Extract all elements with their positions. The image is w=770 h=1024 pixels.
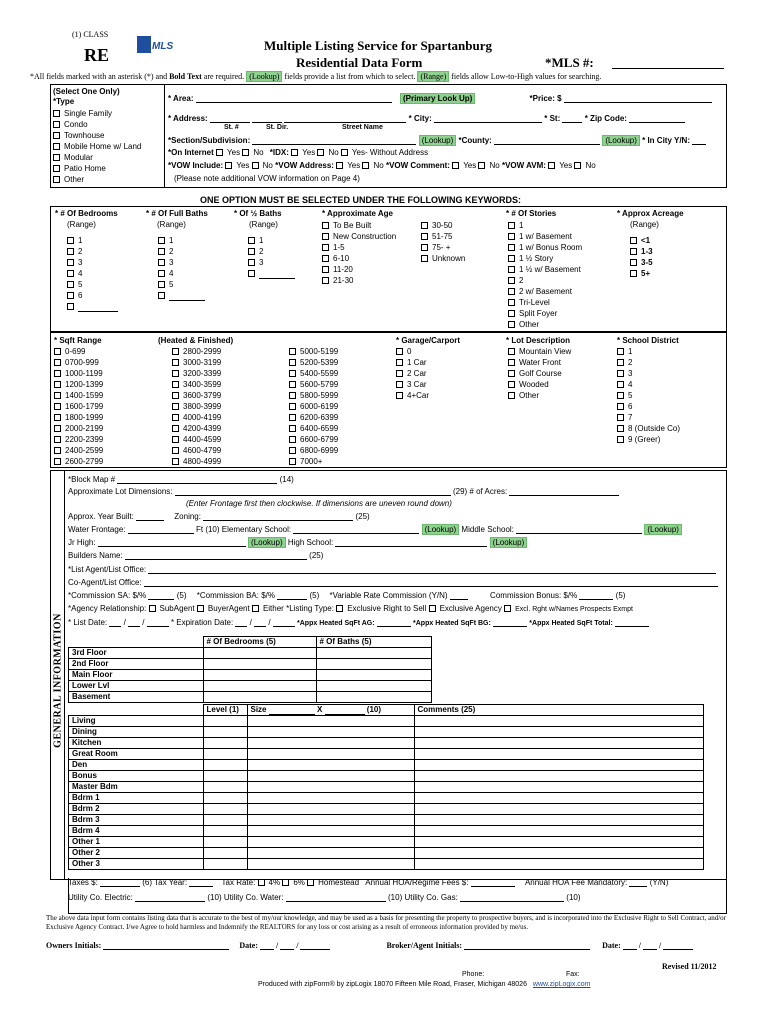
story-options: [508, 220, 582, 330]
checkbox[interactable]: [54, 414, 61, 421]
room-row: Other 1: [69, 837, 704, 848]
halfbath-options: [248, 235, 295, 279]
checkbox[interactable]: [172, 447, 179, 454]
garage-option[interactable]: 4+Car: [396, 390, 429, 401]
checkbox[interactable]: [617, 359, 624, 366]
area-row: * Area: (Primary Look Up) *Price: $: [168, 94, 712, 103]
checkbox[interactable]: [54, 436, 61, 443]
subdivision-row: *Section/Subdivision: (Lookup) *County: (Lookup) * In City Y/N:: [168, 136, 706, 145]
age-option[interactable]: 21-30: [322, 275, 396, 286]
checkbox[interactable]: [53, 143, 60, 150]
street-name-field[interactable]: [284, 114, 406, 123]
sqft-option[interactable]: 3000-3199: [172, 357, 221, 368]
checkbox[interactable]: [396, 370, 403, 377]
sqft-option[interactable]: 2000-2199: [54, 423, 103, 434]
checkbox[interactable]: [396, 381, 403, 388]
checkbox[interactable]: [248, 248, 255, 255]
checkbox[interactable]: [158, 281, 165, 288]
sqft-col-3: [289, 346, 338, 467]
age-options-2: [421, 220, 465, 264]
age-option[interactable]: 30-50: [421, 220, 465, 231]
checkbox[interactable]: [172, 348, 179, 355]
checkbox[interactable]: [54, 458, 61, 465]
zip-field[interactable]: [629, 114, 685, 123]
checkbox[interactable]: [289, 458, 296, 465]
school-option[interactable]: 6: [617, 401, 680, 412]
checkbox[interactable]: [289, 392, 296, 399]
checkbox[interactable]: [508, 277, 515, 284]
school-option[interactable]: 4: [617, 379, 680, 390]
story-option[interactable]: 2 w/ Basement: [508, 286, 582, 297]
block-map-field[interactable]: [117, 475, 277, 484]
school-option[interactable]: 2: [617, 357, 680, 368]
checkbox[interactable]: [617, 414, 624, 421]
type-option[interactable]: Mobile Home w/ Land: [53, 141, 141, 152]
type-options: [53, 108, 141, 185]
general-information-side-label: GENERAL INFORMATION: [52, 613, 64, 748]
checkbox[interactable]: [67, 259, 74, 266]
instructions: *All fields marked with an asterisk (*) and Bold Text are required. (Lookup) fields provide a list from which to select. (Range) fields allow Low-to-High values for searching.: [30, 72, 602, 81]
checkbox[interactable]: [289, 359, 296, 366]
sqft-option[interactable]: 6200-6399: [289, 412, 338, 423]
garage-option[interactable]: 3 Car: [396, 379, 429, 390]
checkbox[interactable]: [67, 248, 74, 255]
halfbath-option[interactable]: 2: [248, 246, 295, 257]
checkbox[interactable]: [630, 270, 637, 277]
levels-table: # Of Bedrooms (5) # Of Baths (5) 3rd Floor 2nd Floor Main Floor Lower Lvl Basement: [68, 636, 432, 703]
mls-logo: MLS: [152, 41, 174, 52]
age-option[interactable]: Unknown: [421, 253, 465, 264]
area-field[interactable]: [196, 94, 392, 103]
other-option[interactable]: [158, 290, 205, 301]
type-option[interactable]: Condo: [53, 119, 141, 130]
sqft-option[interactable]: 4000-4199: [172, 412, 221, 423]
internet-row: *On Internet Yes No *IDX: Yes No Yes- Without Address: [168, 148, 429, 157]
checkbox[interactable]: [617, 370, 624, 377]
sqft-col-2: [172, 346, 221, 467]
room-row: Kitchen: [69, 738, 704, 749]
checkbox[interactable]: [289, 425, 296, 432]
sqft-option[interactable]: 7000+: [289, 456, 338, 467]
age-option[interactable]: 1-5: [322, 242, 396, 253]
acreage-option[interactable]: <1: [630, 235, 653, 246]
checkbox[interactable]: [158, 259, 165, 266]
checkbox[interactable]: [508, 244, 515, 251]
checkbox[interactable]: [172, 414, 179, 421]
sqft-option[interactable]: 1200-1399: [54, 379, 103, 390]
checkbox[interactable]: [508, 299, 515, 306]
room-row: Other 2: [69, 848, 704, 859]
checkbox[interactable]: [54, 392, 61, 399]
price-field[interactable]: [564, 94, 712, 103]
checkbox[interactable]: [508, 266, 515, 273]
vow-note: (Please note additional VOW information on Page 4): [174, 174, 360, 183]
story-option[interactable]: 1 w/ Bonus Room: [508, 242, 582, 253]
checkbox[interactable]: [67, 281, 74, 288]
checkbox[interactable]: [508, 255, 515, 262]
checkbox[interactable]: [630, 259, 637, 266]
sqft-option[interactable]: 2800-2999: [172, 346, 221, 357]
checkbox[interactable]: [248, 237, 255, 244]
checkbox[interactable]: [158, 248, 165, 255]
checkbox[interactable]: [54, 359, 61, 366]
checkbox[interactable]: [54, 381, 61, 388]
checkbox[interactable]: [322, 233, 329, 240]
level-row: 2nd Floor: [69, 659, 432, 670]
sqft-option[interactable]: 1000-1199: [54, 368, 103, 379]
age-option[interactable]: 75- +: [421, 242, 465, 253]
checkbox[interactable]: [508, 222, 515, 229]
lot-option[interactable]: Other: [508, 390, 571, 401]
school-option[interactable]: 5: [617, 390, 680, 401]
bedroom-option[interactable]: 5: [67, 279, 118, 290]
acreage-options: [630, 235, 653, 279]
revised-date: Revised 11/2012: [662, 962, 717, 971]
checkbox[interactable]: [617, 403, 624, 410]
checkbox[interactable]: [53, 132, 60, 139]
acreage-option[interactable]: 5+: [630, 268, 653, 279]
bedroom-option[interactable]: 6: [67, 290, 118, 301]
room-row: Bonus: [69, 771, 704, 782]
level-row: 3rd Floor: [69, 648, 432, 659]
checkbox[interactable]: [172, 392, 179, 399]
sqft-option[interactable]: 5800-5999: [289, 390, 338, 401]
room-row: Den: [69, 760, 704, 771]
story-option[interactable]: 1 w/ Basement: [508, 231, 582, 242]
checkbox[interactable]: [67, 270, 74, 277]
checkbox[interactable]: [67, 237, 74, 244]
fullbath-option[interactable]: 5: [158, 279, 205, 290]
room-row: Living: [69, 716, 704, 727]
checkbox[interactable]: [172, 458, 179, 465]
sqft-col-1: [54, 346, 103, 467]
taxes-row: Taxes $: (6) Tax Year: Tax Rate: 4% 6% Homestead Annual HOA/Regime Fees $: Annual HOA Fee Mandatory: (Y/N): [68, 878, 669, 887]
checkbox[interactable]: [508, 370, 515, 377]
garage-option[interactable]: 2 Car: [396, 368, 429, 379]
other-option[interactable]: [248, 268, 295, 279]
form-title: Multiple Listing Service for Spartanburg: [264, 38, 492, 53]
school-option[interactable]: 7: [617, 412, 680, 423]
age-option[interactable]: 6-10: [322, 253, 396, 264]
checkbox[interactable]: [396, 359, 403, 366]
city-field[interactable]: [434, 114, 542, 123]
checkbox[interactable]: [53, 154, 60, 161]
sqft-option[interactable]: 5200-5399: [289, 357, 338, 368]
checkbox[interactable]: [617, 348, 624, 355]
sqft-option[interactable]: 2600-2799: [54, 456, 103, 467]
level-row: Main Floor: [69, 670, 432, 681]
garage-option[interactable]: 0: [396, 346, 429, 357]
checkbox[interactable]: [421, 233, 428, 240]
sqft-option[interactable]: 5400-5599: [289, 368, 338, 379]
type-option[interactable]: Townhouse: [53, 130, 141, 141]
checkbox[interactable]: [67, 292, 74, 299]
lot-option[interactable]: Water Front: [508, 357, 571, 368]
age-option[interactable]: New Construction: [322, 231, 396, 242]
class-label: (1) CLASS: [72, 30, 109, 39]
halfbath-option[interactable]: 3: [248, 257, 295, 268]
story-option[interactable]: Other: [508, 319, 582, 330]
checkbox[interactable]: [508, 348, 515, 355]
sqft-option[interactable]: 3800-3999: [172, 401, 221, 412]
bedroom-option[interactable]: 1: [67, 235, 118, 246]
checkbox[interactable]: [322, 277, 329, 284]
checkbox[interactable]: [508, 321, 515, 328]
story-option[interactable]: 1 ½ Story: [508, 253, 582, 264]
checkbox[interactable]: [508, 310, 515, 317]
level-row: Lower Lvl: [69, 681, 432, 692]
checkbox[interactable]: [172, 381, 179, 388]
checkbox[interactable]: [508, 233, 515, 240]
checkbox[interactable]: [172, 403, 179, 410]
sqft-option[interactable]: 1600-1799: [54, 401, 103, 412]
room-row: Bdrm 4: [69, 826, 704, 837]
sqft-option[interactable]: 6000-6199: [289, 401, 338, 412]
type-option[interactable]: Patio Home: [53, 163, 141, 174]
age-option[interactable]: 51-75: [421, 231, 465, 242]
other-option[interactable]: [67, 301, 118, 312]
bedroom-options: [67, 235, 118, 312]
form-subtitle: Residential Data Form: [296, 55, 423, 70]
checkbox[interactable]: [289, 403, 296, 410]
type-option[interactable]: Modular: [53, 152, 141, 163]
fullbath-option[interactable]: 1: [158, 235, 205, 246]
garage-options: [396, 346, 429, 401]
sqft-option[interactable]: 3600-3799: [172, 390, 221, 401]
sqft-option[interactable]: 6600-6799: [289, 434, 338, 445]
address-row: * Address: * City: * St: * Zip Code:: [168, 114, 685, 123]
sqft-option[interactable]: 6800-6999: [289, 445, 338, 456]
level-row: Basement: [69, 692, 432, 703]
type-option[interactable]: Single Family: [53, 108, 141, 119]
sqft-option[interactable]: 0-699: [54, 346, 103, 357]
checkbox[interactable]: [322, 255, 329, 262]
fullbath-option[interactable]: 4: [158, 268, 205, 279]
checkbox[interactable]: [53, 121, 60, 128]
class-code: RE: [84, 45, 110, 65]
checkbox[interactable]: [508, 359, 515, 366]
story-option[interactable]: Split Foyer: [508, 308, 582, 319]
checkbox[interactable]: [289, 436, 296, 443]
checkbox[interactable]: [322, 222, 329, 229]
checkbox[interactable]: [421, 222, 428, 229]
age-option[interactable]: To Be Built: [322, 220, 396, 231]
acreage-option[interactable]: 3-5: [630, 257, 653, 268]
rooms-table: Level (1) Size X (10) Comments (25) Living Dining Kitchen Great Room Den Bonus Master Bdm Bdrm 1 Bdrm 2 Bdrm 3 Bdrm 4 Other 1 Other 2 Other 3: [68, 704, 704, 870]
lot-options: [508, 346, 571, 401]
checkbox[interactable]: [289, 414, 296, 421]
checkbox[interactable]: [53, 165, 60, 172]
halfbath-option[interactable]: 1: [248, 235, 295, 246]
sqft-option[interactable]: 1800-1999: [54, 412, 103, 423]
checkbox[interactable]: [53, 176, 60, 183]
type-option[interactable]: Other: [53, 174, 141, 185]
realtor-logo-icon: [137, 36, 151, 53]
checkbox[interactable]: [421, 244, 428, 251]
mls-number-label: *MLS #:: [545, 55, 594, 70]
sqft-option[interactable]: 6400-6599: [289, 423, 338, 434]
room-row: Bdrm 1: [69, 793, 704, 804]
checkbox[interactable]: [289, 381, 296, 388]
sqft-option[interactable]: 5600-5799: [289, 379, 338, 390]
age-options: [322, 220, 396, 286]
checkbox[interactable]: [54, 370, 61, 377]
bedroom-option[interactable]: 2: [67, 246, 118, 257]
checkbox[interactable]: [396, 348, 403, 355]
sqft-option[interactable]: 4600-4799: [172, 445, 221, 456]
school-option[interactable]: 1: [617, 346, 680, 357]
checkbox[interactable]: [508, 381, 515, 388]
story-option[interactable]: Tri-Level: [508, 297, 582, 308]
checkbox[interactable]: [289, 447, 296, 454]
checkbox[interactable]: [172, 425, 179, 432]
mls-number-field[interactable]: [612, 68, 724, 69]
utilities-row: Utility Co. Electric: (10) Utility Co. Water: (10) Utility Co. Gas: (10): [68, 893, 581, 902]
checkbox[interactable]: [54, 348, 61, 355]
ziplogix-link[interactable]: www.zipLogix.com: [532, 981, 591, 988]
school-option[interactable]: 9 (Greer): [617, 434, 680, 445]
checkbox[interactable]: [54, 425, 61, 432]
fullbath-options: [158, 235, 205, 301]
sqft-option[interactable]: 1400-1599: [54, 390, 103, 401]
sqft-option[interactable]: 0700-999: [54, 357, 103, 368]
disclaimer: The above data input form contains listing data that is accurate to the best of my/our knowledge, and may be used as a basis for presenting the property to prospective buyers, and is incorporated into the Exclusive Right to Sell Contract, and/or Exclusive Agency Contract. I/we Agree to hold harmless and Indemnify the REALTORS for any loss or cost arising as a result of erroneous information provided by me/us.: [46, 914, 726, 931]
checkbox[interactable]: [322, 244, 329, 251]
vow-row: *VOW Include: Yes No *VOW Address: Yes No *VOW Comment: Yes No *VOW AVM: Yes No: [168, 161, 596, 170]
type-heading: (Select One Only) *Type: [53, 87, 120, 106]
sqft-option[interactable]: 2200-2399: [54, 434, 103, 445]
bedroom-option[interactable]: 3: [67, 257, 118, 268]
school-options: [617, 346, 680, 445]
checkbox[interactable]: [617, 436, 624, 443]
checkbox[interactable]: [53, 110, 60, 117]
checkbox[interactable]: [289, 348, 296, 355]
school-option[interactable]: 3: [617, 368, 680, 379]
sqft-option[interactable]: 3400-3599: [172, 379, 221, 390]
checkbox[interactable]: [172, 436, 179, 443]
room-row: Bdrm 3: [69, 815, 704, 826]
room-row: Bdrm 2: [69, 804, 704, 815]
checkbox[interactable]: [630, 248, 637, 255]
checkbox[interactable]: [172, 359, 179, 366]
room-row: Dining: [69, 727, 704, 738]
story-option[interactable]: 1 ½ w/ Basement: [508, 264, 582, 275]
story-option[interactable]: 1: [508, 220, 582, 231]
lot-option[interactable]: Wooded: [508, 379, 571, 390]
acreage-option[interactable]: 1-3: [630, 246, 653, 257]
fullbath-option[interactable]: 3: [158, 257, 205, 268]
lot-option[interactable]: Golf Course: [508, 368, 571, 379]
checkbox[interactable]: [54, 403, 61, 410]
checkbox[interactable]: [630, 237, 637, 244]
checkbox[interactable]: [617, 381, 624, 388]
sqft-option[interactable]: 3200-3399: [172, 368, 221, 379]
sqft-option[interactable]: 2400-2599: [54, 445, 103, 456]
checkbox[interactable]: [158, 270, 165, 277]
checkbox[interactable]: [54, 447, 61, 454]
room-row: Master Bdm: [69, 782, 704, 793]
age-option[interactable]: 11-20: [322, 264, 396, 275]
sqft-option[interactable]: 4800-4999: [172, 456, 221, 467]
checkbox[interactable]: [172, 370, 179, 377]
sqft-option[interactable]: 4200-4399: [172, 423, 221, 434]
lot-option[interactable]: Mountain View: [508, 346, 571, 357]
checkbox[interactable]: [617, 425, 624, 432]
checkbox[interactable]: [508, 288, 515, 295]
story-option[interactable]: 2: [508, 275, 582, 286]
lot-dimensions-field[interactable]: [175, 487, 451, 496]
room-row: Other 3: [69, 859, 704, 870]
room-row: Great Room: [69, 749, 704, 760]
checkbox[interactable]: [421, 255, 428, 262]
fullbath-option[interactable]: 2: [158, 246, 205, 257]
bedroom-option[interactable]: 4: [67, 268, 118, 279]
checkbox[interactable]: [158, 237, 165, 244]
checkbox[interactable]: [248, 259, 255, 266]
school-option[interactable]: 8 (Outside Co): [617, 423, 680, 434]
checkbox[interactable]: [322, 266, 329, 273]
checkbox[interactable]: [289, 370, 296, 377]
acres-field[interactable]: [509, 487, 619, 496]
sqft-option[interactable]: 5000-5199: [289, 346, 338, 357]
sqft-option[interactable]: 4400-4599: [172, 434, 221, 445]
garage-option[interactable]: 1 Car: [396, 357, 429, 368]
checkbox[interactable]: [396, 392, 403, 399]
keywords-heading: ONE OPTION MUST BE SELECTED UNDER THE FOLLOWING KEYWORDS:: [200, 195, 522, 205]
checkbox[interactable]: [508, 392, 515, 399]
checkbox[interactable]: [617, 392, 624, 399]
